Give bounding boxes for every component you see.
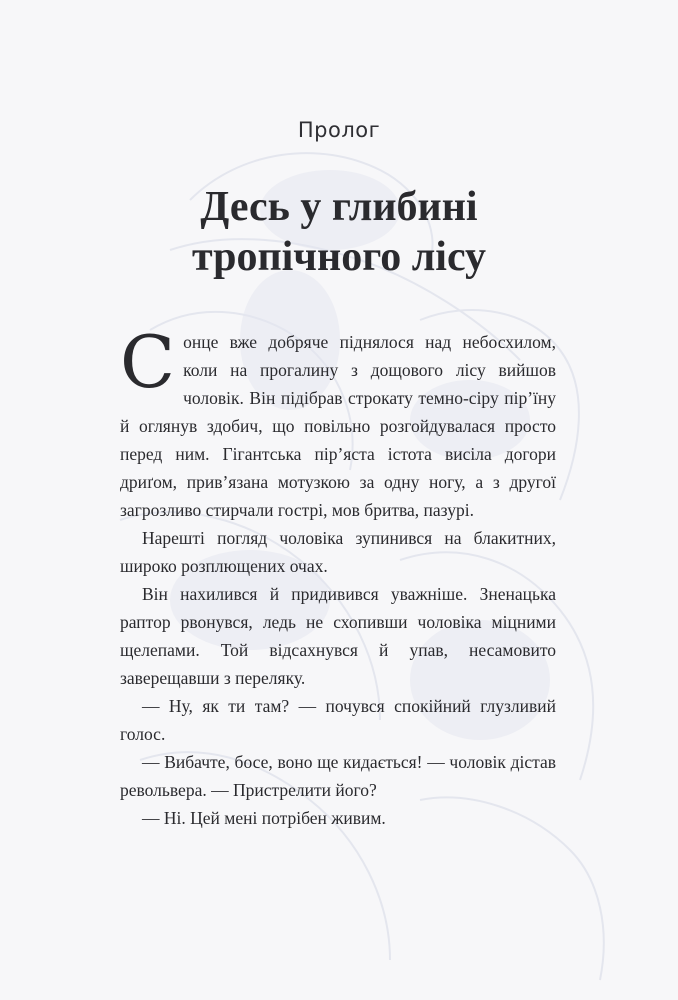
paragraph-6: — Ні. Цей мені потрібен живим. — [142, 808, 386, 828]
paragraph-5: — Вибачте, босе, воно ще кидається! — чоловік дістав револьвера. — Пристрелити його? — [120, 752, 556, 800]
chapter-title — [0, 182, 678, 282]
chapter-title-line-2: тропічного лісу — [191, 234, 487, 280]
chapter-body — [120, 320, 556, 832]
chapter-kicker: Пролог — [297, 118, 381, 142]
paragraph-4: — Ну, як ти там? — почувся спокійний глузливий голос. — [120, 696, 556, 744]
paragraph-3: Він нахилився й придивився уважніше. Зненацька раптор рвонувся, ледь не схопивши чоловіка міцними щелепами. Той відсахнувся й упав, несамовито заверещавши з переляку. — [120, 584, 556, 688]
drop-cap: С — [120, 320, 176, 404]
paragraph-1-text: онце вже добряче піднялося над небосхилом, коли на прогалину з дощового лісу вийшов чоловік. Він підібрав строкату темно-сіру пір’їну й оглянув здобич, що повільно розгойдувалася просто перед ним. Гігантська пір’яста істота висіла догори дриґом, прив’язана мотузкою за одну ногу, а з другої загрозливо стирчали гострі, мов бритва, пазурі. — [120, 332, 556, 520]
paragraph-1 — [120, 320, 556, 524]
paragraph-2: Нарешті погляд чоловіка зупинився на блакитних, широко розплющених очах. — [120, 528, 556, 576]
chapter-title-line-1: Десь у глибині — [200, 184, 478, 230]
